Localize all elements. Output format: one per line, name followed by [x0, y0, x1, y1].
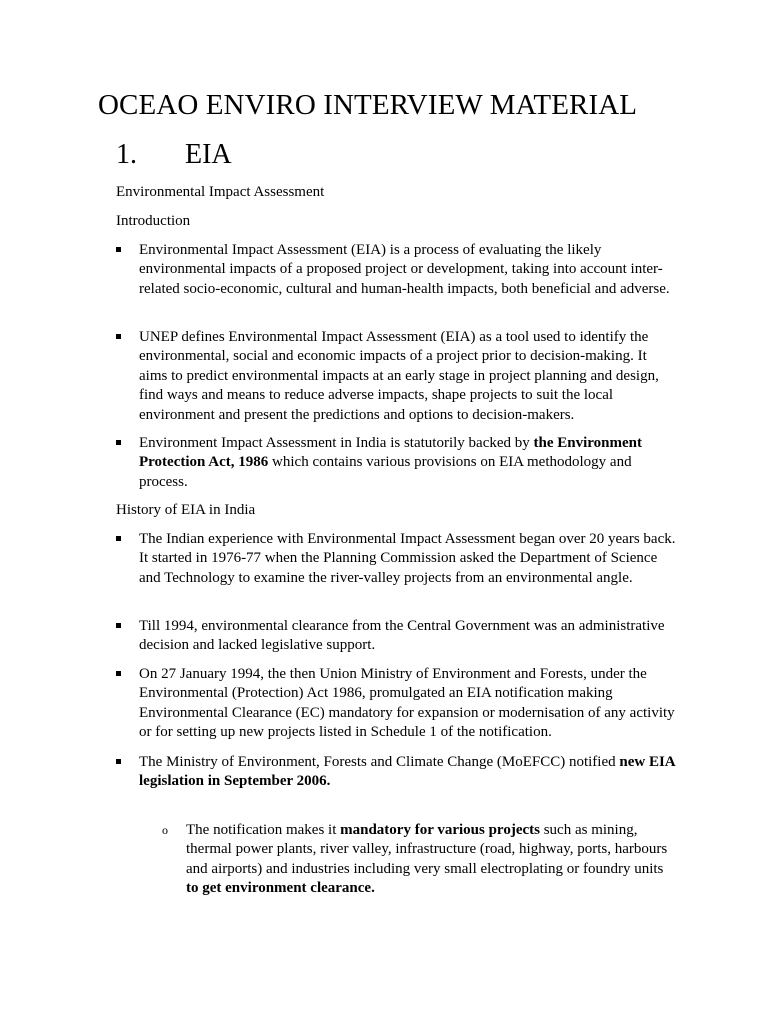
bullet-text: [139, 434, 676, 492]
sub-bullet-text-bold: to get environment clearance.: [186, 880, 375, 897]
history-bullet-3: [116, 665, 676, 743]
sub-bullet-text-bold: mandatory for various projects: [340, 822, 540, 838]
sub-bullet-text: [186, 821, 672, 899]
history-bullet-1: [116, 530, 676, 588]
circle-bullet-icon: o: [162, 823, 168, 837]
bullet-text-part: The Ministry of Environment, Forests and Climate Change (MoEFCC) notified: [139, 754, 620, 770]
bullet-square-icon: [116, 334, 121, 339]
bullet-text-bold: new EIA legislation in September 2006.: [139, 754, 675, 790]
sub-bullet-text-part: such as mining, thermal power plants, river valley, infrastructure (road, highway, ports, harbours and airports) and industries including very small electroplating or foundry units: [186, 822, 668, 877]
bullet-square-icon: [116, 759, 121, 764]
subtitle: Environmental Impact Assessment: [116, 184, 325, 200]
intro-bullet-3: [116, 434, 676, 492]
bullet-text-part: which contains various provisions on EIA methodology and process.: [139, 454, 632, 490]
intro-heading: Introduction: [116, 213, 191, 229]
document-title: OCEAO ENVIRO INTERVIEW MATERIAL: [98, 89, 638, 121]
bullet-text-part: Environment Impact Assessment in India is statutorily backed by: [139, 435, 534, 451]
section-title: EIA: [185, 139, 232, 170]
bullet-text: On 27 January 1994, the then Union Ministry of Environment and Forests, under the Environmental (Protection) Act 1986, promulgated an EIA notification making Environmental Clearance (EC) mandatory for expansion or modernisation of any activity or for setting up new projects listed in Schedule 1 of the notification.: [139, 666, 675, 741]
intro-bullet-1: [116, 241, 676, 299]
section-heading: [116, 137, 232, 173]
sub-bullet-1: [162, 821, 672, 899]
bullet-square-icon: [116, 536, 121, 541]
bullet-square-icon: [116, 440, 121, 445]
bullet-text: Till 1994, environmental clearance from the Central Government was an administrative decision and lacked legislative support.: [139, 618, 665, 654]
bullet-text-bold: the Environment Protection Act, 1986: [139, 435, 642, 471]
bullet-text: The Indian experience with Environmental Impact Assessment began over 20 years back. It started in 1976-77 when the Planning Commission asked the Department of Science and Technology to examine the river-valley projects from an environmental angle.: [139, 531, 676, 586]
section-number: 1.: [116, 139, 137, 170]
bullet-square-icon: [116, 623, 121, 628]
intro-bullet-2: [116, 328, 676, 425]
bullet-text: [139, 753, 676, 792]
bullet-square-icon: [116, 247, 121, 252]
history-bullet-4: [116, 753, 676, 792]
bullet-square-icon: [116, 671, 121, 676]
bullet-text: Environmental Impact Assessment (EIA) is a process of evaluating the likely environmental impacts of a proposed project or development, taking into account inter-related socio-economic, cultural and human-health impacts, both beneficial and adverse.: [139, 242, 670, 297]
history-heading: History of EIA in India: [116, 502, 256, 518]
bullet-text: UNEP defines Environmental Impact Assessment (EIA) as a tool used to identify the environmental, social and economic impacts of a project prior to decision-making. It aims to predict environmental impacts at an early stage in project planning and design, find ways and means to reduce adverse impacts, shape projects to suit the local environment and present the predictions and options to decision-makers.: [139, 329, 659, 423]
history-bullet-2: [116, 617, 676, 656]
sub-bullet-text-part: The notification makes it: [186, 822, 341, 838]
